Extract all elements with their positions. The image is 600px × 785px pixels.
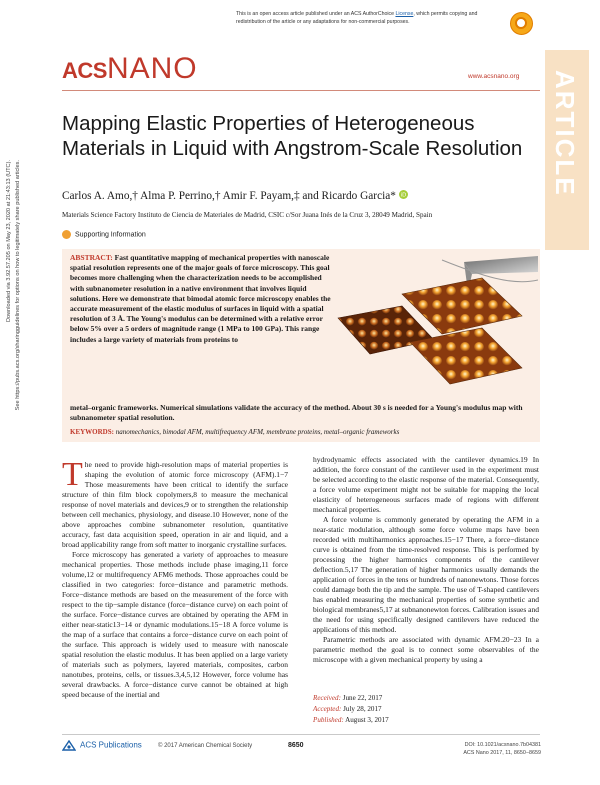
accepted-value: July 28, 2017 bbox=[343, 704, 382, 713]
license-text-end: , which permits copying and redistribution of the article or any adaptations for non-commercial purposes. bbox=[236, 11, 478, 25]
body-paragraph bbox=[62, 456, 288, 550]
received-label: Received: bbox=[313, 694, 341, 702]
article-type-banner bbox=[545, 50, 589, 250]
publisher-logo[interactable] bbox=[62, 740, 142, 751]
journal-logo bbox=[62, 52, 198, 86]
footer-divider bbox=[62, 734, 540, 735]
body-paragraph: Force microscopy has generated a variety of approaches to measure mechanical properties. Those methods include phase imaging,11 force volume,12 or multifrequency AFM6 methods. Those approaches could be classified in two categories: force−distance and parametric methods. Force−distance methods are based on the measurement of the force with respect to the tip−sample distance (force−distance curve) on each point of the surface. Force−distance curves are obtained by operating the AFM in either near-static13−14 or dynamic modulations.15−18 A force volume is the map of a surface that contains a force−distance curve on each point of the surface. This approach is widely used to measure with nanoscale spatial resolution the elastic modulus. It has been applied on a large variety of materials such as polymers, layered materials, composites, carbon nanotubes, proteins, cells, or tissues.3,4,5,12 However, force volume has several drawbacks. A force−distance curve cannot be obtained at high speed because of the inertial and bbox=[62, 550, 288, 699]
header-divider bbox=[62, 90, 540, 91]
supporting-info-label: Supporting Information bbox=[75, 231, 146, 239]
body-right-column bbox=[313, 455, 539, 665]
license-link[interactable]: License bbox=[395, 11, 414, 17]
date-accepted bbox=[313, 704, 389, 715]
drop-cap: T bbox=[62, 456, 83, 493]
download-note-line1: Downloaded via 3.92.57.205 on May 23, 2020 at 21:43:13 (UTC). bbox=[6, 160, 12, 323]
download-note bbox=[6, 160, 36, 590]
logo-acs: ACS bbox=[62, 58, 107, 83]
citation: ACS Nano 2017, 11, 8650−8659 bbox=[463, 750, 541, 757]
doi[interactable]: DOI: 10.1021/acsnano.7b04381 bbox=[464, 742, 541, 748]
date-received bbox=[313, 693, 389, 704]
authors-text: Carlos A. Amo,† Alma P. Perrino,† Amir F. Payam,‡ and Ricardo Garcia* bbox=[62, 190, 396, 202]
download-note-line2: See https://pubs.acs.org/sharingguidelines for options on how to legitimately share published articles. bbox=[15, 160, 21, 411]
svg-text:iD: iD bbox=[400, 192, 407, 199]
abstract-text bbox=[70, 253, 332, 345]
orcid-icon[interactable] bbox=[399, 190, 408, 199]
license-notice bbox=[236, 11, 498, 26]
paragraph-text: he need to provide high-resolution maps of material properties is shaping the evolution of atomic force microscopy (AFM).1−7 Those measurements have been critical to identify the surface structure of thin film block copolymers,8 to measure the mechanical response of novel materials and devices,9 or to strengthen the relationship between cell mechanics, physiology, and disease.10 However, none of the above approaches combine subnanometer resolution, quantitative accuracy, fast data acquisition speed, operation in air and liquid, and a broad applicability range from soft matter to inorganic crystalline surfaces. bbox=[62, 460, 288, 549]
body-paragraph: hydrodynamic effects associated with the cantilever dynamics.19 In addition, the force constant of the cantilever used in the experiment must be selected according to the elastic response of the material. Consequently, a force volume experiment might not be suitable for mapping the local elasticity of heterogeneous surfaces made of regions with different mechanical properties. bbox=[313, 455, 539, 514]
license-text: This is an open access article published under an ACS AuthorChoice bbox=[236, 11, 396, 17]
published-value: August 3, 2017 bbox=[345, 715, 389, 724]
page-number: 8650 bbox=[288, 742, 304, 749]
abstract-label: ABSTRACT: bbox=[70, 253, 113, 262]
abstract-body: Fast quantitative mapping of mechanical properties with nanoscale spatial resolution represents one of the major goals of force microscopy. This goal becomes more challenging when the characterization needs to be accomplished with subnanometer resolution in a native environment that involves liquid solutions. Here we demonstrate that bimodal atomic force microscopy enables the accurate measurement of the elastic modulus of surfaces in liquid with a spatial resolution of 3 Å. The Young's modulus can be determined with a relative error below 5% over a 5 orders of magnitude range (1 MPa to 100 GPa). This range includes a large variety of materials from proteins to bbox=[70, 253, 331, 344]
copyright: © 2017 American Chemical Society bbox=[158, 743, 253, 749]
received-value: June 22, 2017 bbox=[342, 694, 383, 702]
abstract-tail: metal–organic frameworks. Numerical simulations validate the accuracy of the method. About 30 s is needed for a Young's modulus map with subnanometer spatial resolution. bbox=[70, 403, 523, 423]
toc-graphic bbox=[332, 256, 538, 402]
keywords bbox=[70, 428, 536, 436]
logo-nano: NANO bbox=[106, 52, 198, 85]
publisher-name: ACS Publications bbox=[80, 740, 142, 750]
affiliation: Materials Science Factory Instituto de Ciencia de Materiales de Madrid, CSIC c/Sor Juana Inés de la Cruz 3, 28049 Madrid, Spain bbox=[62, 211, 433, 219]
date-published bbox=[313, 715, 389, 726]
accepted-label: Accepted: bbox=[313, 704, 342, 713]
doi-citation bbox=[463, 741, 541, 757]
article-type-label: ARTICLE bbox=[550, 70, 580, 197]
keywords-label: KEYWORDS: bbox=[70, 428, 114, 436]
publication-dates bbox=[313, 693, 389, 726]
keywords-list: nanomechanics, bimodal AFM, multifrequency AFM, membrane proteins, metal–organic frameworks bbox=[115, 428, 400, 436]
body-left-column bbox=[62, 456, 288, 700]
open-access-icon bbox=[510, 12, 533, 35]
supporting-info-icon bbox=[62, 230, 71, 239]
body-paragraph: A force volume is commonly generated by operating the AFM in a near-static modulation, although some force volume maps have been recorded with multiharmonics approaches.15−17 There, a force−distance curve is obtained from the time-resolved response. This is performed by processing the higher harmonics components of the cantilever deflection.5,17 The generation of higher harmonics usually demands the application of forces in the tens or hundreds of nanonewtons. Those forces could damage both the tip and the sample. The use of T-shaped cantilevers has enabled measuring the mechanical properties of some synthetic and biological membranes5,17 at subnanonewton forces. Calibration issues and the need for using specifically designed cantilevers have reduced the applications of this method. bbox=[313, 515, 539, 634]
supporting-information-link[interactable] bbox=[62, 230, 146, 239]
article-title: Mapping Elastic Properties of Heterogeneous Materials in Liquid with Angstrom-Scale Resolution bbox=[62, 112, 523, 160]
author-list bbox=[62, 190, 408, 202]
journal-website[interactable]: www.acsnano.org bbox=[468, 73, 520, 80]
body-paragraph: Parametric methods are associated with dynamic AFM.20−23 In a parametric method the goal is to connect some observables of the microscope with a given mechanical property by using a bbox=[313, 635, 539, 664]
published-label: Published: bbox=[313, 715, 344, 724]
acs-publications-icon bbox=[62, 740, 76, 751]
